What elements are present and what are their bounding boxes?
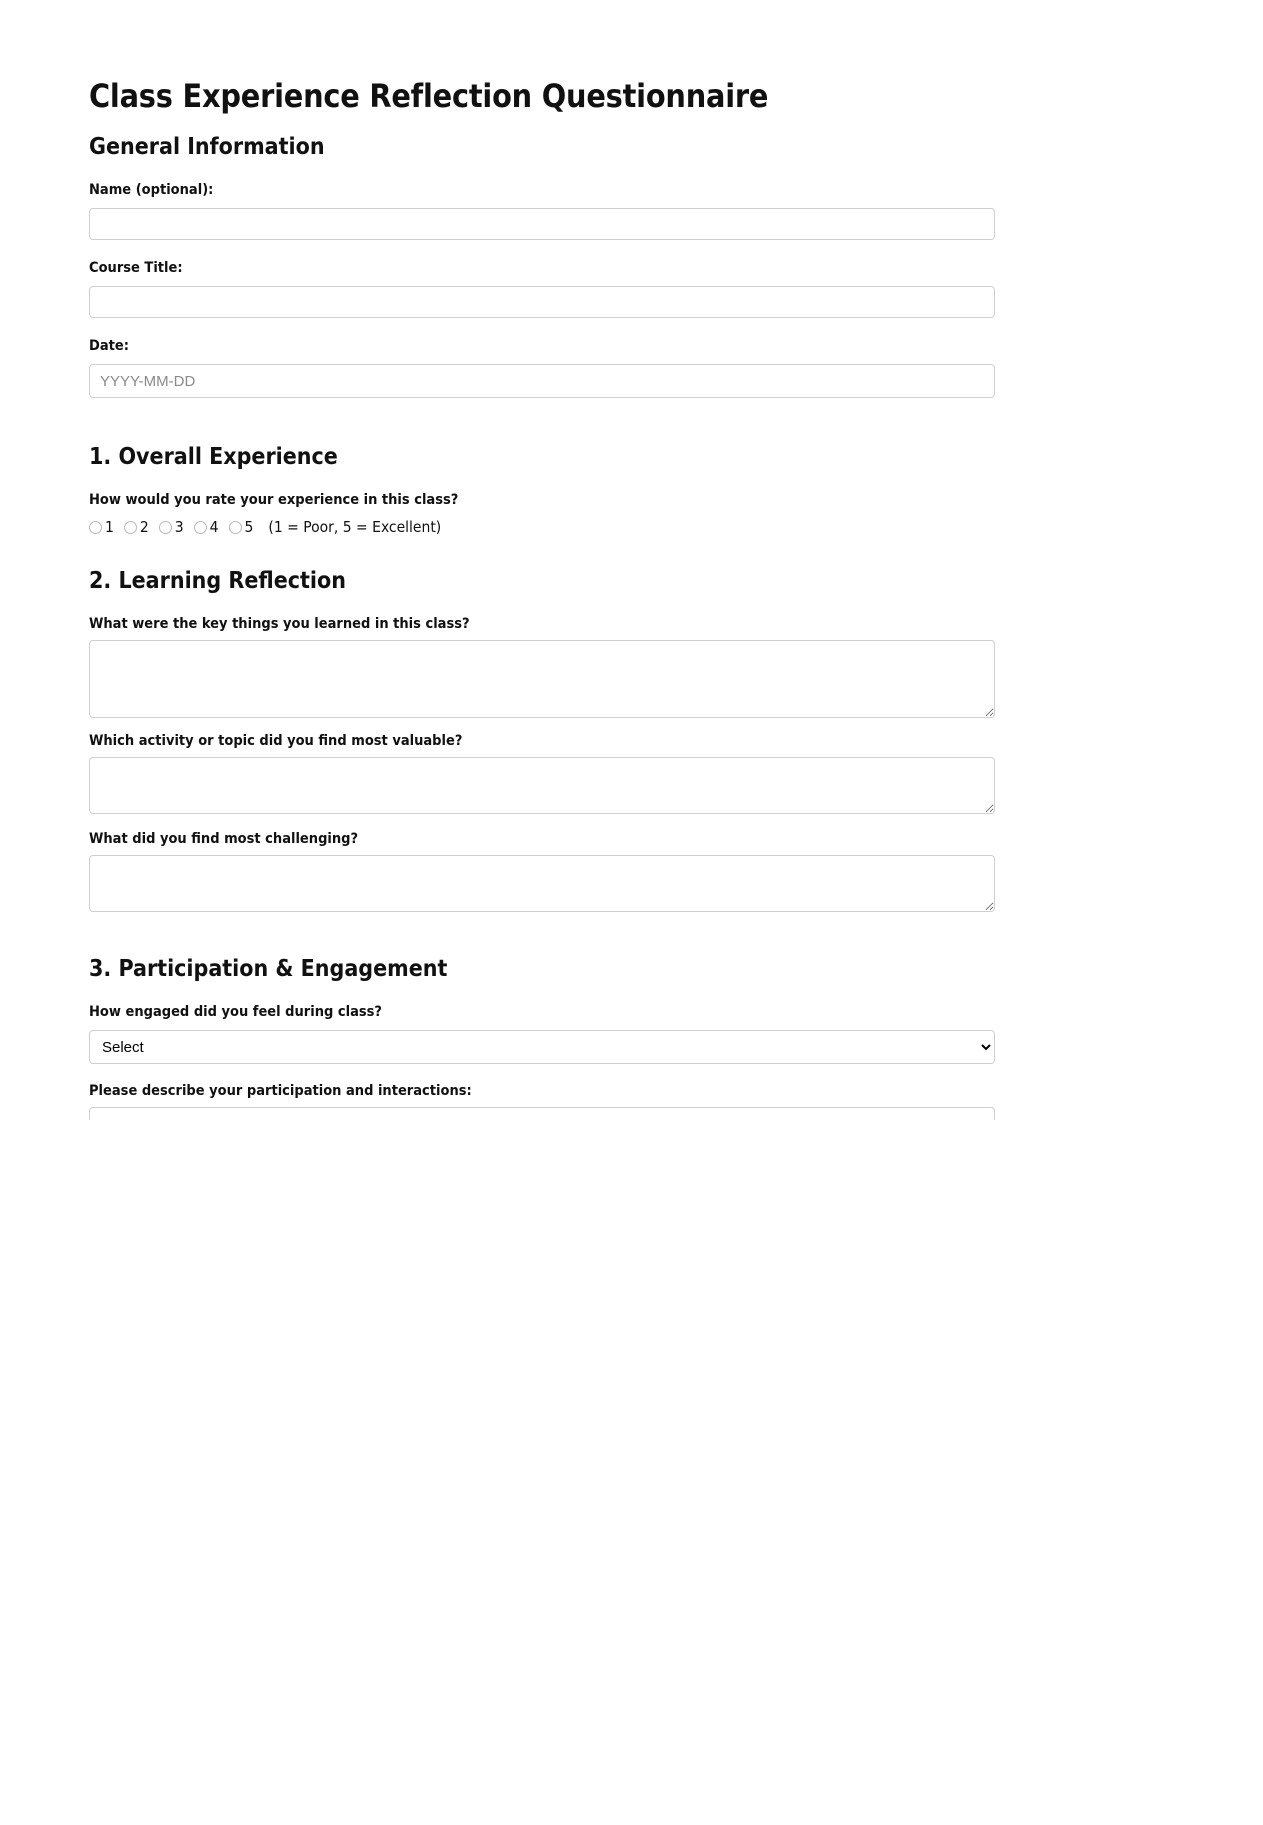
label-course-title: Course Title: xyxy=(89,260,183,276)
rating-option-2-label: 2 xyxy=(139,518,149,536)
radio-circle-icon[interactable] xyxy=(89,521,102,534)
page-title: Class Experience Reflection Questionnaire xyxy=(89,77,769,115)
rating-option-2[interactable] xyxy=(124,518,149,536)
most-valuable-textarea[interactable] xyxy=(89,757,995,814)
radio-circle-icon[interactable] xyxy=(124,521,137,534)
question-most-valuable: Which activity or topic did you find most valuable? xyxy=(89,733,463,749)
rating-radio-group[interactable] xyxy=(89,518,441,536)
key-learnings-textarea[interactable] xyxy=(89,640,995,718)
radio-circle-icon[interactable] xyxy=(194,521,207,534)
engagement-select[interactable] xyxy=(89,1030,995,1064)
label-date: Date: xyxy=(89,338,129,354)
label-name: Name (optional): xyxy=(89,182,214,198)
rating-option-5-label: 5 xyxy=(244,518,254,536)
rating-option-5[interactable] xyxy=(229,518,254,536)
rating-scale-hint: (1 = Poor, 5 = Excellent) xyxy=(268,518,442,536)
question-overall-rating: How would you rate your experience in this class? xyxy=(89,492,459,508)
name-input[interactable] xyxy=(89,208,995,240)
rating-option-3-label: 3 xyxy=(174,518,184,536)
rating-option-4-label: 4 xyxy=(209,518,219,536)
section-heading-general-information: General Information xyxy=(89,134,325,160)
question-most-challenging: What did you find most challenging? xyxy=(89,831,359,847)
participation-description-textarea[interactable] xyxy=(89,1107,995,1120)
section-heading-participation-engagement: 3. Participation & Engagement xyxy=(89,956,448,982)
most-challenging-textarea[interactable] xyxy=(89,855,995,912)
question-engagement-level: How engaged did you feel during class? xyxy=(89,1004,382,1020)
rating-option-1-label: 1 xyxy=(105,518,114,536)
section-heading-learning-reflection: 2. Learning Reflection xyxy=(89,568,346,594)
question-key-learnings: What were the key things you learned in this class? xyxy=(89,616,470,632)
form-content xyxy=(89,0,995,1120)
rating-option-4[interactable] xyxy=(194,518,219,536)
date-input[interactable] xyxy=(89,364,995,398)
rating-option-1[interactable] xyxy=(89,518,114,536)
rating-option-3[interactable] xyxy=(159,518,184,536)
course-title-input[interactable] xyxy=(89,286,995,318)
radio-circle-icon[interactable] xyxy=(229,521,242,534)
question-participation-description: Please describe your participation and interactions: xyxy=(89,1083,472,1099)
radio-circle-icon[interactable] xyxy=(159,521,172,534)
section-heading-overall-experience: 1. Overall Experience xyxy=(89,444,338,470)
